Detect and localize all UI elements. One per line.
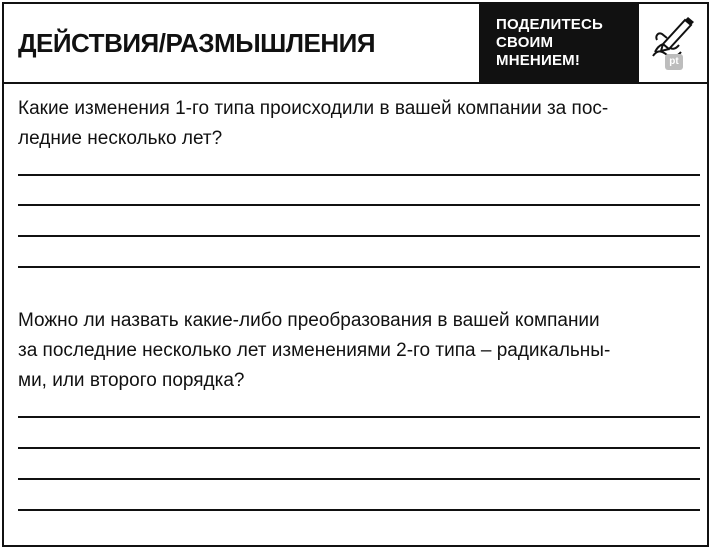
pen-icon-box [639,4,707,82]
question-2 [18,306,698,396]
card-header [4,4,707,84]
share-opinion-badge [479,4,637,82]
answer-line[interactable] [18,416,700,418]
answer-line[interactable] [18,174,700,176]
reflection-card [2,2,709,547]
answer-line[interactable] [18,204,700,206]
question-1 [18,94,698,154]
answer-line[interactable] [18,447,700,449]
pt-logo: pt [665,54,683,70]
share-opinion-label: ПОДЕЛИТЕСЬ СВОИМ МНЕНИЕМ! [496,16,604,69]
answer-line[interactable] [18,478,700,480]
question-1-line-2: ледние несколько лет? [18,128,223,149]
answer-line[interactable] [18,509,700,511]
question-2-line-3: ми, или второго порядка? [18,370,245,391]
question-2-line-2: за последние несколько лет изменениями 2-го типа – радикальны- [18,340,611,361]
answer-line[interactable] [18,266,700,268]
question-2-line-1: Можно ли назвать какие-либо преобразования в вашей компании [18,310,600,331]
page-title: ДЕЙСТВИЯ/РАЗМЫШЛЕНИЯ [18,28,376,58]
question-1-line-1: Какие изменения 1-го типа происходили в вашей компании за пос- [18,98,609,119]
answer-line[interactable] [18,235,700,237]
